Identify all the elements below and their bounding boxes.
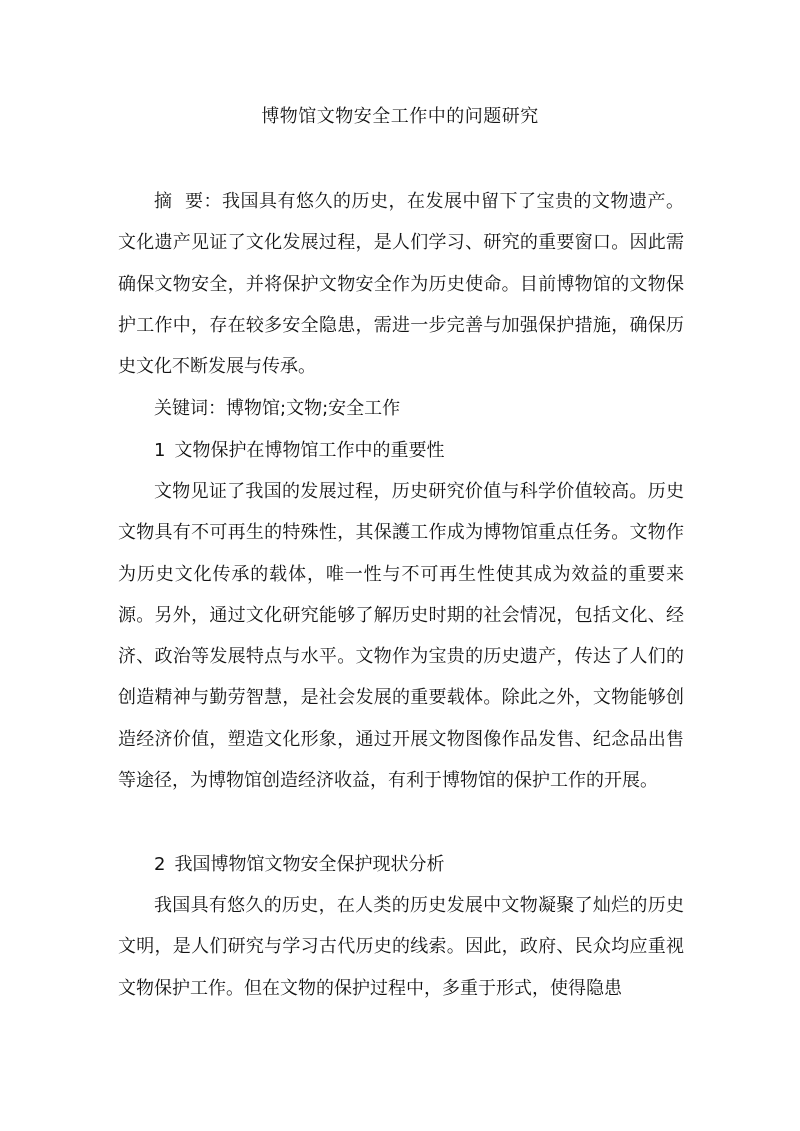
section-heading-text: 我国博物馆文物安全保护现状分析 [174, 854, 445, 875]
section-paragraph-2: 我国具有悠久的历史，在人类的历史发展中文物凝聚了灿烂的历史文明，是人们研究与学习古代历史的线索。因此，政府、民众均应重视文物保护工作。但在文物的保护过程中，多重于形式，使得隐患 [118, 895, 684, 999]
section-heading-2 [118, 844, 684, 885]
section-number: 1 [154, 440, 166, 461]
keywords-text: 博物馆;文物;安全工作 [226, 398, 401, 419]
abstract-text: 我国具有悠久的历史，在发展中留下了宝贵的文物遗产。文化遗产见证了文化发展过程，是人们学习、研究的重要窗口。因此需确保文物安全，并将保护文物安全作为历史使命。目前博物馆的文物保护工作中，存在较多安全隐患，需进一步完善与加强保护措施，确保历史文化不断发展与传承。 [118, 191, 684, 378]
keywords-label: 关键词： [154, 398, 226, 419]
section-number: 2 [154, 854, 166, 875]
section-heading-text: 文物保护在博物馆工作中的重要性 [174, 440, 445, 461]
section-heading-1 [118, 430, 684, 471]
document-title: 博物馆文物安全工作中的问题研究 [261, 106, 539, 127]
abstract-paragraph [118, 181, 684, 387]
section-paragraph-1: 文物见证了我国的发展过程，历史研究价值与科学价值较高。历史文物具有不可再生的特殊性，其保護工作成为博物馆重点任务。文物作为历史文化传承的载体，唯一性与不可再生性使其成为效益的重要来源。另外，通过文化研究能够了解历史时期的社会情况，包括文化、经济、政治等发展特点与水平。文物作为宝贵的历史遗产，传达了人们的创造精神与勤劳智慧，是社会发展的重要载体。除此之外，文物能够创造经济价值，塑造文化形象，通过开展文物图像作品发售、纪念品出售等途径，为博物馆创造经济收益，有利于博物馆的保护工作的开展。 [118, 481, 684, 792]
keywords-line [118, 388, 684, 429]
abstract-label: 摘 要： [154, 191, 222, 212]
